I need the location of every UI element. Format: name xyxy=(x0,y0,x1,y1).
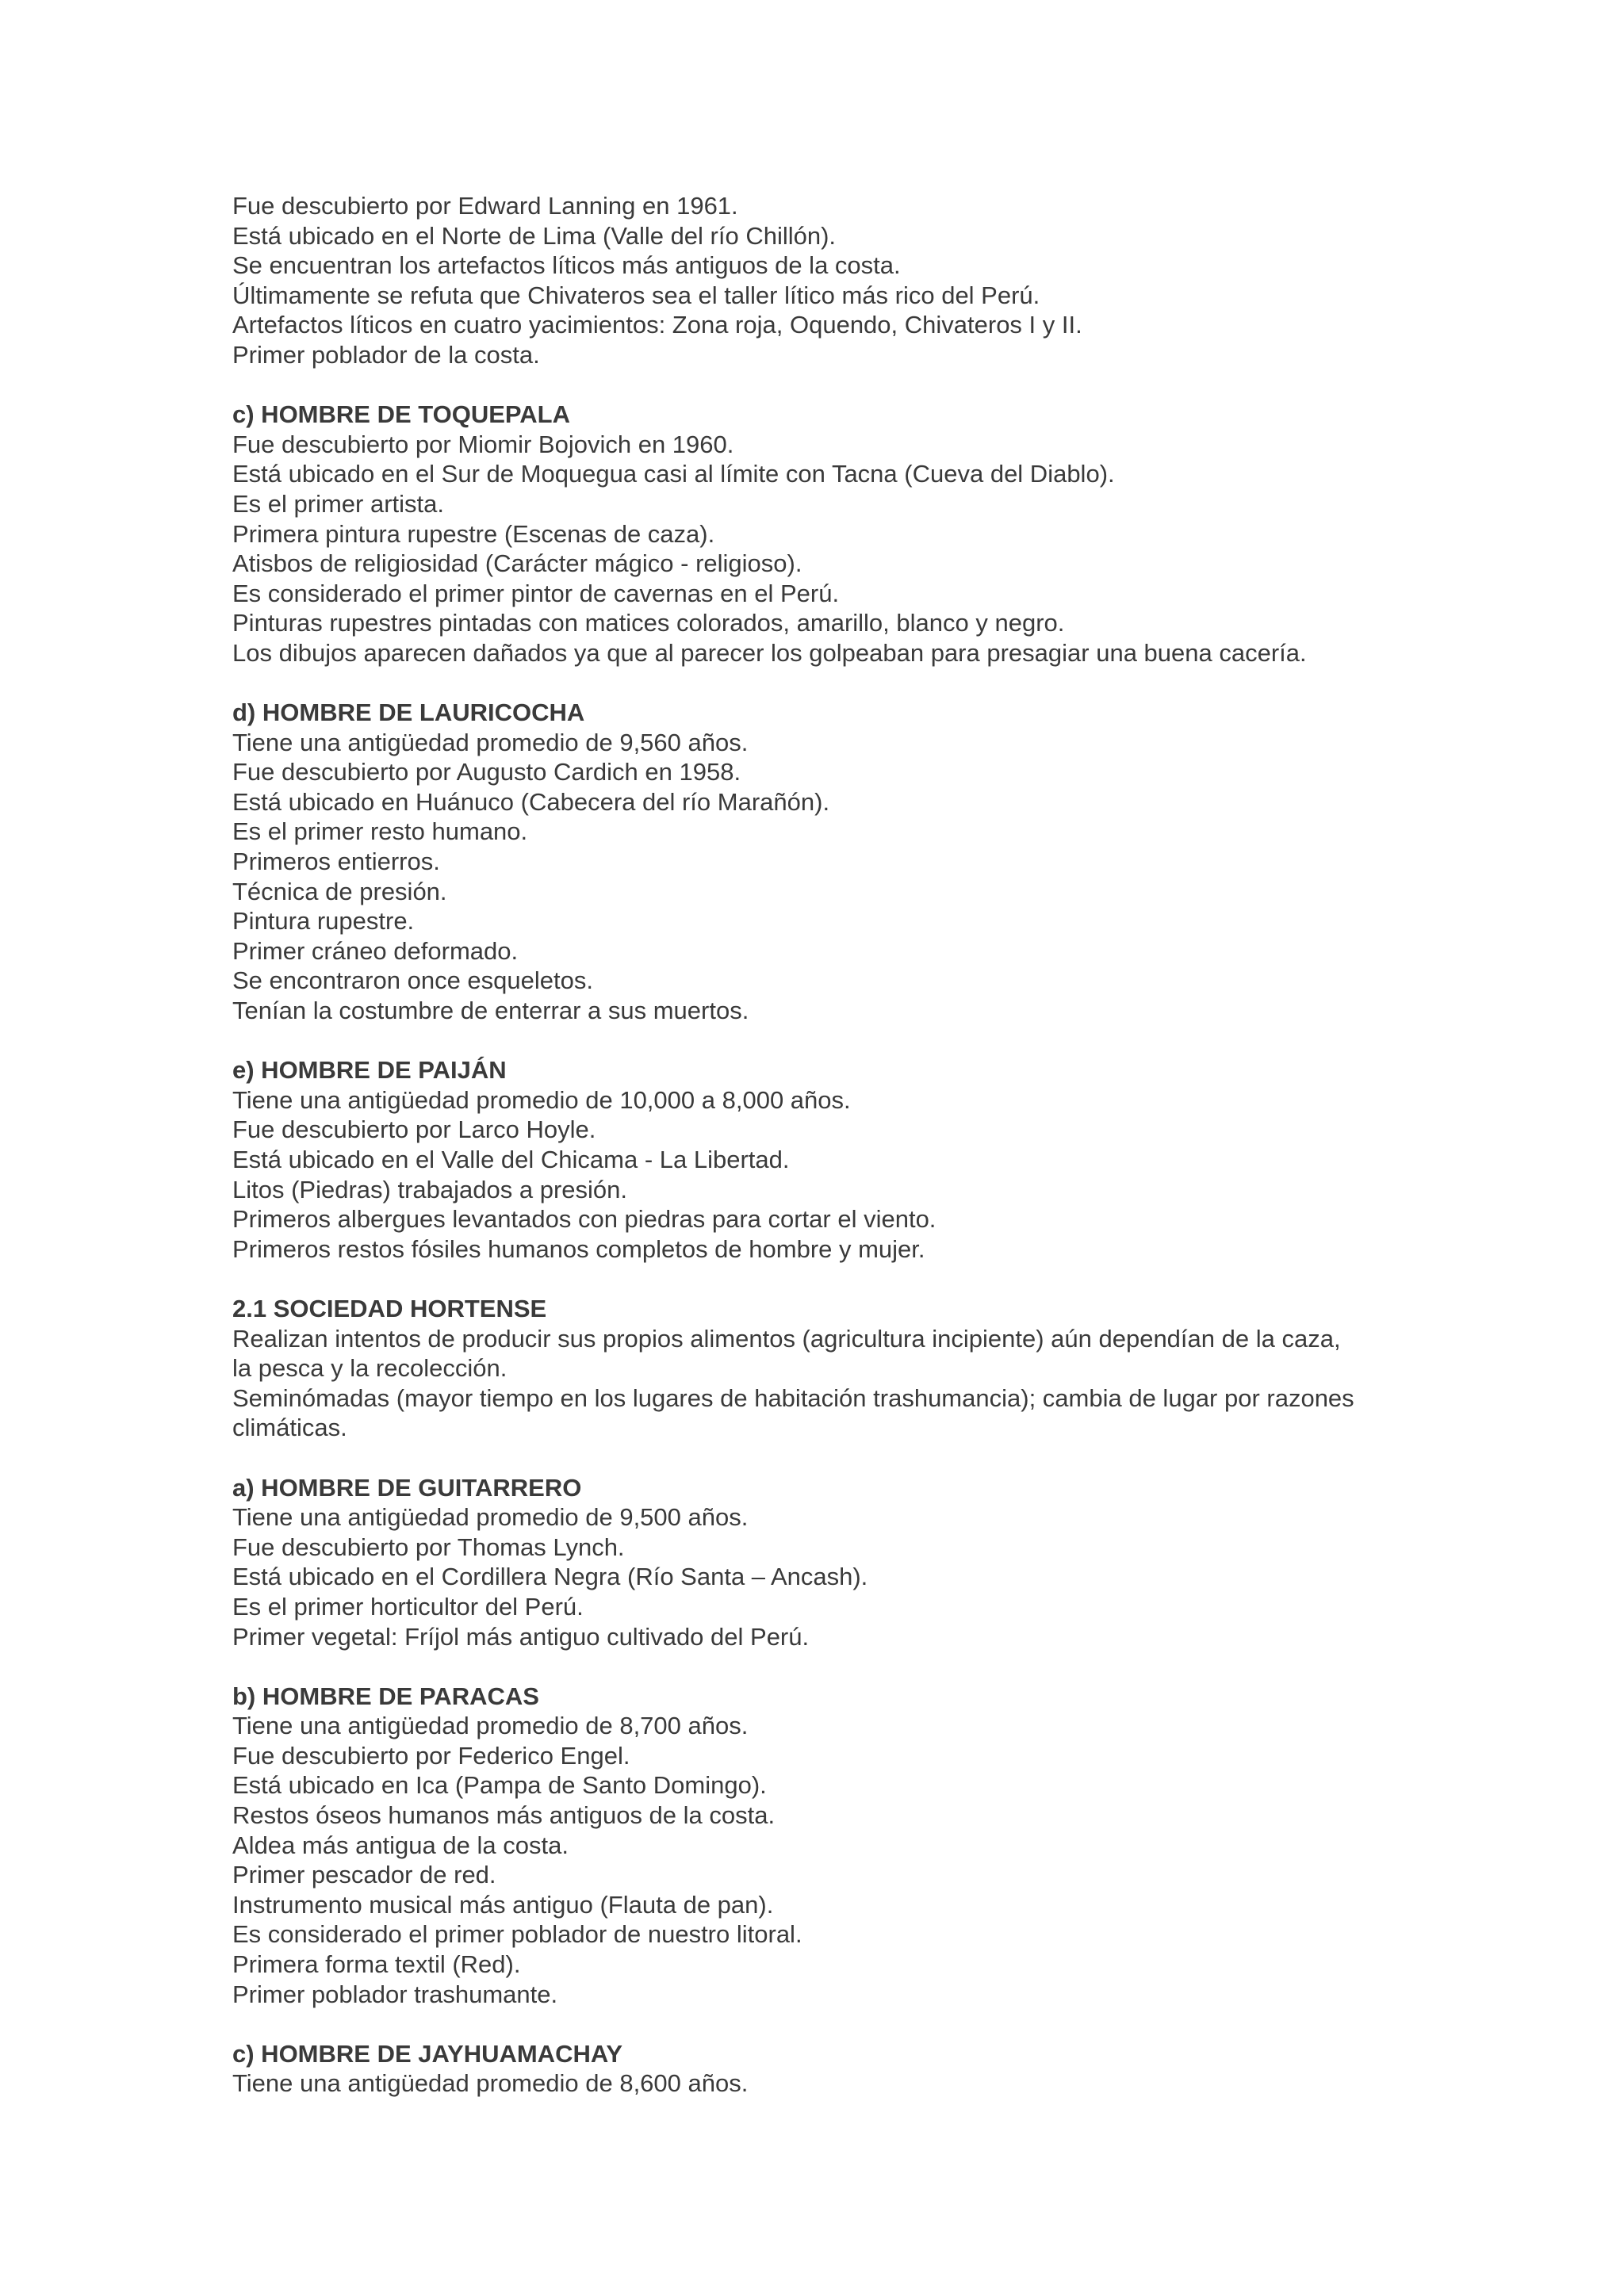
body-text-line: Fue descubierto por Federico Engel. xyxy=(232,1741,630,1770)
body-text-line: Pinturas rupestres pintadas con matices colorados, amarillo, blanco y negro. xyxy=(232,609,1065,637)
document-section xyxy=(232,1055,1406,1264)
body-text-line: Es considerado el primer pintor de cavernas en el Perú. xyxy=(232,579,840,607)
document-section xyxy=(232,191,1406,370)
body-text-line: Está ubicado en Huánuco (Cabecera del río Marañón). xyxy=(232,787,830,816)
body-text-line: Primeros albergues levantados con piedras para cortar el viento. xyxy=(232,1205,936,1234)
body-text-line: Fue descubierto por Larco Hoyle. xyxy=(232,1115,596,1144)
section-gap xyxy=(232,1651,1406,1682)
body-text-line: Fue descubierto por Miomir Bojovich en 1960. xyxy=(232,430,734,458)
body-text-line: Se encuentran los artefactos líticos más antiguos de la costa. xyxy=(232,251,901,280)
section-gap xyxy=(232,2009,1406,2039)
body-text-line: Primera pintura rupestre (Escenas de caza). xyxy=(232,519,715,548)
body-text-line: Primeros restos fósiles humanos completos de hombre y mujer. xyxy=(232,1234,925,1263)
body-text-line: Pintura rupestre. xyxy=(232,907,415,936)
body-text-line: Los dibujos aparecen dañados ya que al parecer los golpeaban para presagiar una buena cacería. xyxy=(232,638,1307,667)
section-gap xyxy=(232,370,1406,400)
body-text-line: Está ubicado en el Norte de Lima (Valle del río Chillón). xyxy=(232,221,837,250)
body-text-line: Primeros entierros. xyxy=(232,848,440,876)
body-text-line: Fue descubierto por Augusto Cardich en 1958. xyxy=(232,758,741,786)
body-text-line: climáticas. xyxy=(232,1414,347,1442)
body-text-line: la pesca y la recolección. xyxy=(232,1354,508,1383)
body-text-line: Tiene una antigüedad promedio de 10,000 a 8,000 años. xyxy=(232,1085,851,1114)
body-text-line: Técnica de presión. xyxy=(232,877,447,905)
document-body xyxy=(232,191,1406,2099)
section-heading: a) HOMBRE DE GUITARRERO xyxy=(232,1473,582,1502)
body-text-line: Últimamente se refuta que Chivateros sea el taller lítico más rico del Perú. xyxy=(232,281,1040,309)
body-text-line: Litos (Piedras) trabajados a presión. xyxy=(232,1175,627,1203)
body-text-line: Primera forma textil (Red). xyxy=(232,1950,521,1979)
body-text-line: Es el primer artista. xyxy=(232,489,445,518)
body-text-line: Tiene una antigüedad promedio de 8,600 años. xyxy=(232,2069,749,2098)
body-text-line: Realizan intentos de producir sus propios alimentos (agricultura incipiente) aún dependían de la caza, xyxy=(232,1324,1341,1353)
body-text-line: Está ubicado en Ica (Pampa de Santo Domingo). xyxy=(232,1771,767,1800)
document-section xyxy=(232,1294,1406,1443)
section-heading: e) HOMBRE DE PAIJÁN xyxy=(232,1056,507,1085)
section-heading: d) HOMBRE DE LAURICOCHA xyxy=(232,698,585,727)
body-text-line: Primer vegetal: Fríjol más antiguo cultivado del Perú. xyxy=(232,1622,810,1651)
body-text-line: Es el primer horticultor del Perú. xyxy=(232,1592,584,1621)
body-text-line: Primer poblador trashumante. xyxy=(232,1980,558,2008)
body-text-line: Primer poblador de la costa. xyxy=(232,340,540,369)
section-gap xyxy=(232,1443,1406,1473)
document-section xyxy=(232,2039,1406,2099)
body-text-line: Restos óseos humanos más antiguos de la costa. xyxy=(232,1801,776,1830)
body-text-line: Es el primer resto humano. xyxy=(232,817,528,846)
document-section xyxy=(232,400,1406,668)
section-heading: 2.1 SOCIEDAD HORTENSE xyxy=(232,1294,547,1322)
section-heading: c) HOMBRE DE TOQUEPALA xyxy=(232,400,570,429)
body-text-line: Primer pescador de red. xyxy=(232,1861,496,1889)
body-text-line: Fue descubierto por Thomas Lynch. xyxy=(232,1533,625,1561)
body-text-line: Instrumento musical más antiguo (Flauta de pan). xyxy=(232,1890,774,1919)
document-section xyxy=(232,1473,1406,1652)
body-text-line: Seminómadas (mayor tiempo en los lugares de habitación trashumancia); cambia de lugar por razones xyxy=(232,1383,1354,1412)
body-text-line: Tiene una antigüedad promedio de 9,500 años. xyxy=(232,1503,749,1532)
body-text-line: Está ubicado en el Valle del Chicama - La Libertad. xyxy=(232,1146,790,1173)
section-gap xyxy=(232,1026,1406,1056)
body-text-line: Primer cráneo deformado. xyxy=(232,936,519,965)
body-text-line: Es considerado el primer poblador de nuestro litoral. xyxy=(232,1920,802,1949)
section-gap xyxy=(232,668,1406,698)
section-heading: c) HOMBRE DE JAYHUAMACHAY xyxy=(232,2039,623,2068)
document-section xyxy=(232,1682,1406,2010)
body-text-line: Artefactos líticos en cuatro yacimientos: Zona roja, Oquendo, Chivateros I y II. xyxy=(232,311,1082,339)
body-text-line: Tiene una antigüedad promedio de 8,700 años. xyxy=(232,1712,749,1740)
body-text-line: Atisbos de religiosidad (Carácter mágico - religioso). xyxy=(232,549,802,578)
body-text-line: Aldea más antigua de la costa. xyxy=(232,1831,569,1859)
document-section xyxy=(232,698,1406,1026)
section-heading: b) HOMBRE DE PARACAS xyxy=(232,1682,539,1710)
body-text-line: Está ubicado en el Cordillera Negra (Río Santa – Ancash). xyxy=(232,1563,868,1591)
body-text-line: Tiene una antigüedad promedio de 9,560 años. xyxy=(232,728,749,756)
body-text-line: Fue descubierto por Edward Lanning en 1961. xyxy=(232,192,738,220)
section-gap xyxy=(232,1264,1406,1294)
body-text-line: Tenían la costumbre de enterrar a sus muertos. xyxy=(232,997,749,1025)
body-text-line: Se encontraron once esqueletos. xyxy=(232,966,593,995)
body-text-line: Está ubicado en el Sur de Moquegua casi al límite con Tacna (Cueva del Diablo). xyxy=(232,460,1115,488)
